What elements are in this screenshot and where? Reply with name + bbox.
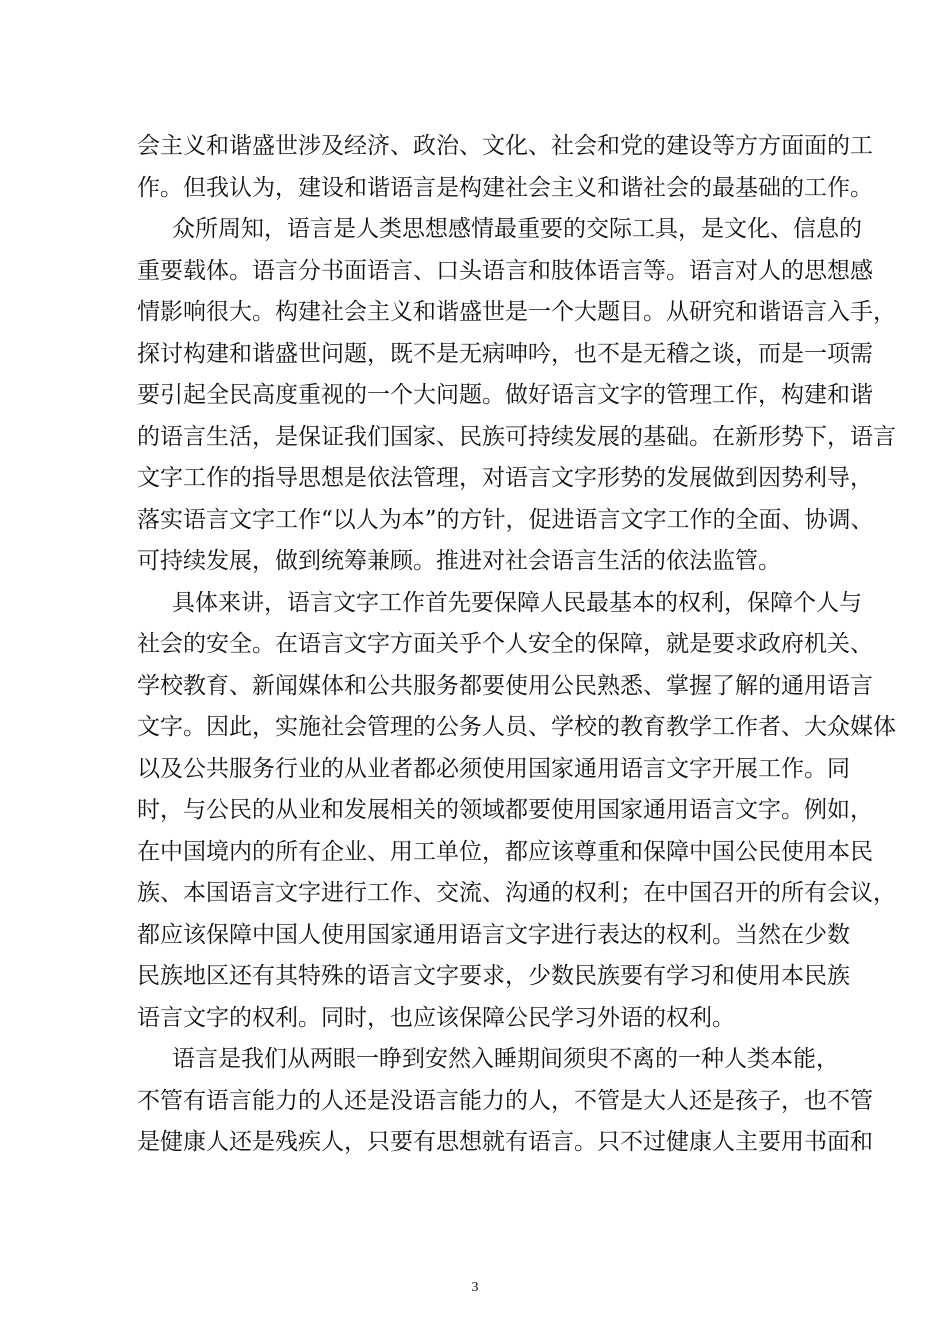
- text-line: 学校教育、新闻媒体和公共服务都要使用公民熟悉、掌握了解的通用语言: [137, 672, 873, 699]
- text-line: 不管有语言能力的人还是没语言能力的人，不管是大人还是孩子，也不管: [137, 1087, 873, 1114]
- text-line: 探讨构建和谐盛世问题，既不是无病呻吟，也不是无稽之谈，而是一项需: [137, 340, 873, 367]
- text-line: 文字。因此，实施社会管理的公务人员、学校的教育教学工作者、大众媒体: [137, 714, 896, 740]
- text-line: 都应该保障中国人使用国家通用语言文字进行表达的权利。当然在少数: [137, 921, 850, 948]
- text-line: 的语言生活，是保证我们国家、民族可持续发展的基础。在新形势下，语言: [137, 423, 896, 450]
- text-line: 作。但我认为，建设和谐语言是构建社会主义和谐社会的最基础的工作。: [137, 174, 873, 201]
- text-line: 要引起全民高度重视的一个大问题。做好语言文字的管理工作，构建和谐: [137, 382, 873, 408]
- text-line: 情影响很大。构建社会主义和谐盛世是一个大题目。从研究和谐语言入手，: [137, 299, 896, 325]
- paragraph-first-line: 众所周知，语言是人类思想感情最重要的交际工具，是文化、信息的: [172, 216, 862, 242]
- paragraph-first-line: 具体来讲，语言文字工作首先要保障人民最基本的权利，保障个人与: [172, 589, 862, 616]
- text-line: 重要载体。语言分书面语言、口头语言和肢体语言等。语言对人的思想感: [137, 257, 873, 284]
- text-line: 文字工作的指导思想是依法管理，对语言文字形势的发展做到因势利导，: [137, 465, 873, 491]
- text-line: 会主义和谐盛世涉及经济、政治、文化、社会和党的建设等方方面面的工: [137, 133, 873, 159]
- text-line: 民族地区还有其特殊的语言文字要求，少数民族要有学习和使用本民族: [137, 963, 850, 989]
- text-line: 以及公共服务行业的从业者都必须使用国家通用语言文字开展工作。同: [137, 755, 850, 782]
- text-line: 时，与公民的从业和发展相关的领域都要使用国家通用语言文字。例如，: [137, 797, 873, 823]
- text-line: 可持续发展，做到统筹兼顾。推进对社会语言生活的依法监管。: [137, 548, 781, 574]
- text-line: 在中国境内的所有企业、用工单位，都应该尊重和保障中国公民使用本民: [137, 838, 873, 865]
- text-line: 落实语言文字工作“以人为本”的方针，促进语言文字工作的全面、协调、: [137, 506, 874, 533]
- body-text: [137, 126, 896, 1164]
- page-number: 3: [471, 1280, 479, 1295]
- text-line: 语言文字的权利。同时，也应该保障公民学习外语的权利。: [137, 1004, 735, 1031]
- paragraph-first-line: 语言是我们从两眼一睁到安然入睡期间须臾不离的一种人类本能，: [172, 1046, 839, 1072]
- text-line: 族、本国语言文字进行工作、交流、沟通的权利；在中国召开的所有会议，: [137, 880, 896, 906]
- text-line: 是健康人还是残疾人，只要有思想就有语言。只不过健康人主要用书面和: [137, 1129, 873, 1155]
- text-line: 社会的安全。在语言文字方面关乎个人安全的保障，就是要求政府机关、: [137, 631, 873, 657]
